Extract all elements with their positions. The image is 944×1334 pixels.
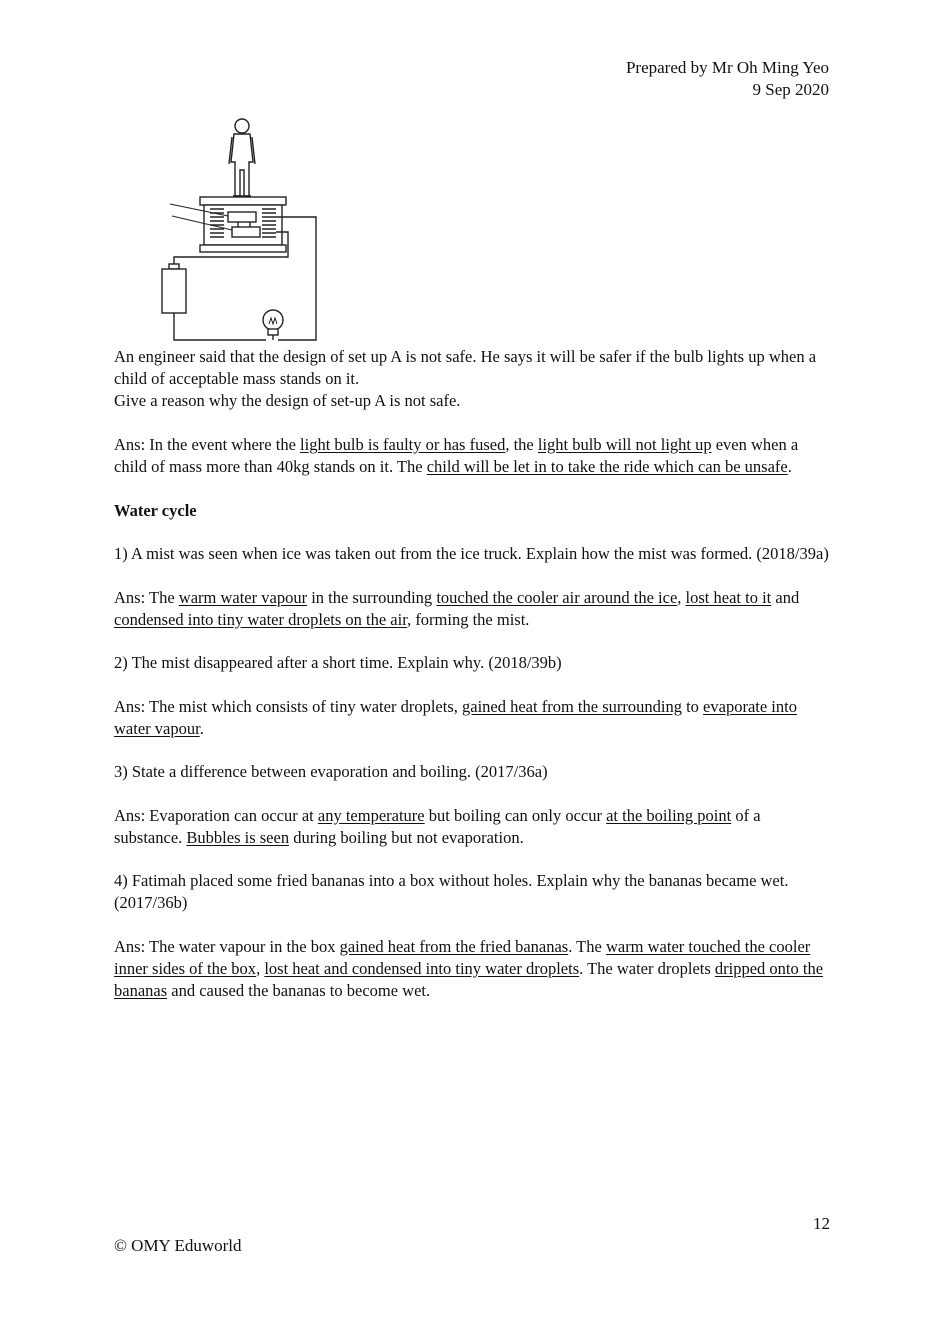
header-date: 9 Sep 2020 [752,80,829,99]
question-1: 1) A mist was seen when ice was taken out from the ice truck. Explain how the mist was formed. (2018/39a) [114,544,829,563]
battery-icon [162,264,186,313]
answer-text: . The water droplets [579,958,715,978]
answer-text: , the [505,435,538,454]
answer-text: . [787,457,792,476]
answer-underline: lost heat and condensed into tiny water droplets [264,958,580,978]
page-number: 12 [813,1214,830,1233]
answer-text: and [771,587,800,607]
answer-text: Ans: In the event where the [114,435,301,454]
answer-underline: warm water touched the cooler inner sides of the box [114,936,811,978]
answer-text: but boiling can only occur [424,805,607,825]
answer-4 [114,936,830,1002]
question-4: 4) Fatimah placed some fried bananas into a box without holes. Explain why the bananas became wet. (2017/36b) [114,871,789,912]
answer-2 [114,696,830,740]
answer-text: of a substance. [114,805,761,847]
answer-text: . [199,718,204,738]
answer-text: , [256,958,265,978]
answer-text: , [677,587,686,607]
answer-1 [114,587,830,631]
answer-underline: evaporate into water vapour [114,696,797,738]
question-2: 2) The mist disappeared after a short time. Explain why. (2018/39b) [114,653,562,672]
answer-underline: light bulb will not light up [537,435,712,454]
answer-text: and caused the bananas to become wet. [167,980,431,1000]
answer-underline: any temperature [317,805,425,825]
answer-underline: dripped onto the bananas [114,958,824,1000]
answer-underline: child will be let in to take the ride which can be unsafe [426,457,788,476]
prepared-by: Prepared by Mr Oh Ming Yeo [625,58,829,77]
intro-question [114,346,830,412]
spring-scale-icon [204,205,282,245]
answer-3 [114,805,830,849]
question-3: 3) State a difference between evaporation and boiling. (2017/36a) [114,762,548,781]
intro-line-2: Give a reason why the design of set-up A is not safe. [114,391,461,410]
answer-text: even when a child of mass more than 40kg stands on it. The [114,435,799,476]
answer-text: Ans: The mist which consists of tiny water droplets, [114,696,462,716]
answer-text: . The [568,936,606,956]
footer-copyright: © OMY Eduworld [114,1236,242,1255]
circuit-figure [128,112,408,348]
light-bulb-icon [263,310,283,340]
worksheet-content [114,346,830,1023]
answer-text: to [681,696,704,716]
answer-text: Ans: Evaporation can occur at [114,805,318,825]
answer-text: in the surrounding [307,587,437,607]
setup-a-diagram [128,112,408,348]
answer-underline: warm water vapour [178,587,308,607]
answer-text: during boiling but not evaporation. [289,827,524,847]
answer-underline: light bulb is faulty or has fused [300,435,506,454]
answer-underline: lost heat to it [685,587,772,607]
answer-underline: Bubbles is seen [186,827,290,847]
intro-line-1: An engineer said that the design of set up A is not safe. He says it will be safer if the bulb lights up when a child of acceptable mass stands on it. [114,347,817,388]
answer-underline: gained heat from the fried bananas [339,936,569,956]
answer-underline: gained heat from the surrounding [462,696,682,716]
section-heading: Water cycle [114,500,197,520]
answer-underline: at the boiling point [606,805,732,825]
answer-text: Ans: The [114,587,179,607]
answer-underline: condensed into tiny water droplets on the air [114,609,408,629]
person-icon [229,119,255,196]
answer-underline: touched the cooler air around the ice [436,587,678,607]
answer-text: , forming the mist. [407,609,530,629]
answer-text: Ans: The water vapour in the box [114,936,340,956]
answer-setup-a [114,434,830,478]
page-header [626,57,829,101]
